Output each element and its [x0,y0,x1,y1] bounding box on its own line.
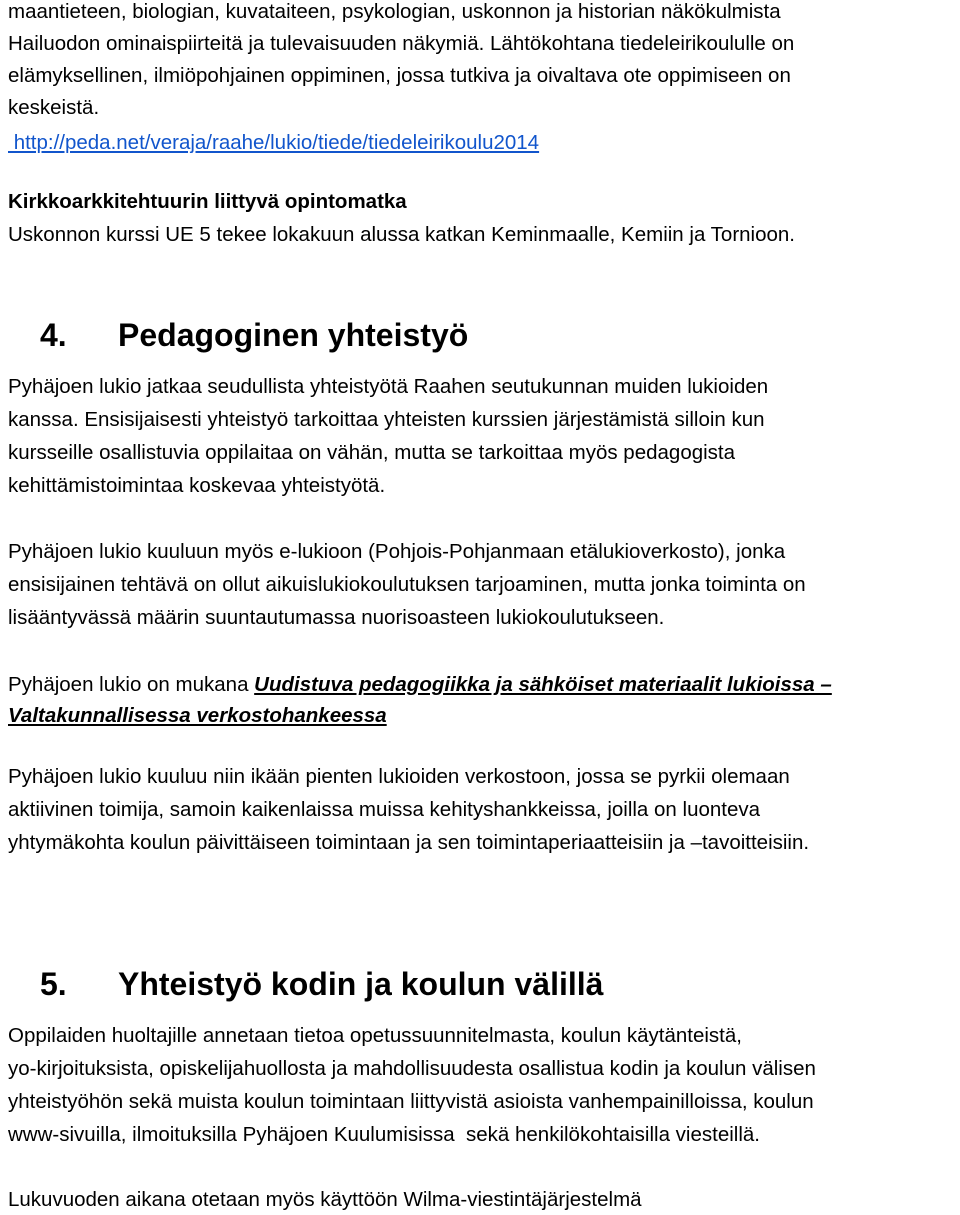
tiedeleirikoulu-link[interactable]: http://peda.net/veraja/raahe/lukio/tiede/tiedeleirikoulu2014 [8,131,540,154]
section-4-number: 4. [40,317,67,353]
section-5-p1-line: yhteistyöhön sekä muista koulun toimintaan liittyvistä asioista vanhempainilloissa, koulun [8,1090,814,1113]
intro-line: maantieteen, biologian, kuvataiteen, psykologian, uskonnon ja historian näkökulmista [8,0,781,23]
intro-line: keskeistä. [8,96,100,119]
section-5-p1-line: yo-kirjoituksista, opiskelijahuollosta ja mahdollisuudesta osallistua kodin ja koulun välisen [8,1057,816,1080]
trip-title: Kirkkoarkkitehtuurin liittyvä opintomatka [8,190,407,213]
section-4-p1-line: Pyhäjoen lukio jatkaa seudullista yhteistyötä Raahen seutukunnan muiden lukioiden [8,375,769,398]
section-5-p1-line: www-sivuilla, ilmoituksilla Pyhäjoen Kuulumisissa sekä henkilökohtaisilla viesteillä. [8,1123,760,1146]
section-4-p1-line: kanssa. Ensisijaisesti yhteistyö tarkoittaa yhteisten kurssien järjestämistä silloin kun [8,408,765,431]
section-4-heading [8,315,468,355]
section-4-p4-line: yhtymäkohta koulun päivittäiseen toimintaan ja sen toimintaperiaatteisiin ja –tavoitteisiin. [8,831,810,854]
section-4-p2-line: Pyhäjoen lukio kuuluun myös e-lukioon (Pohjois-Pohjanmaan etälukioverkosto), jonka [8,540,786,563]
section-4-p2-line: ensisijainen tehtävä on ollut aikuislukiokoulutuksen tarjoaminen, mutta jonka toiminta on [8,573,806,596]
uudistuva-pedagogiikka-link[interactable]: Uudistuva pedagogiikka ja sähköiset materiaalit lukioissa – [254,673,832,696]
section-4-p3-line [8,670,832,699]
verkostohanke-link[interactable]: Valtakunnallisessa verkostohankeessa [8,704,387,727]
section-4-p3-prefix: Pyhäjoen lukio on mukana [8,673,255,696]
section-5-heading [8,964,603,1004]
section-4-title: Pedagoginen yhteistyö [118,317,469,353]
section-4-p4-line: Pyhäjoen lukio kuuluu niin ikään pienten lukioiden verkostoon, jossa se pyrkii olemaan [8,765,790,788]
trip-text: Uskonnon kurssi UE 5 tekee lokakuun alussa katkan Keminmaalle, Kemiin ja Tornioon. [8,223,796,246]
section-4-p4-line: aktiivinen toimija, samoin kaikenlaissa muissa kehityshankkeissa, joilla on luonteva [8,798,761,821]
intro-line: elämyksellinen, ilmiöpohjainen oppiminen, jossa tutkiva ja oivaltava ote oppimiseen on [8,64,791,87]
section-5-p2: Lukuvuoden aikana otetaan myös käyttöön Wilma-viestintäjärjestelmä [8,1188,642,1211]
section-4-p1-line: kehittämistoimintaa koskevaa yhteistyötä. [8,474,386,497]
intro-line: Hailuodon ominaispiirteitä ja tulevaisuuden näkymiä. Lähtökohtana tiedeleirikoululle on [8,32,795,55]
section-5-title: Yhteistyö kodin ja koulun välillä [118,966,604,1002]
section-4-p2-line: lisääntyvässä määrin suuntautumassa nuorisoasteen lukiokoulutukseen. [8,606,665,629]
section-5-p1-line: Oppilaiden huoltajille annetaan tietoa opetussuunnitelmasta, koulun käytänteistä, [8,1024,742,1047]
section-4-p1-line: kursseille osallistuvia oppilaitaa on vähän, mutta se tarkoittaa myös pedagogista [8,441,736,464]
section-5-number: 5. [40,966,67,1002]
